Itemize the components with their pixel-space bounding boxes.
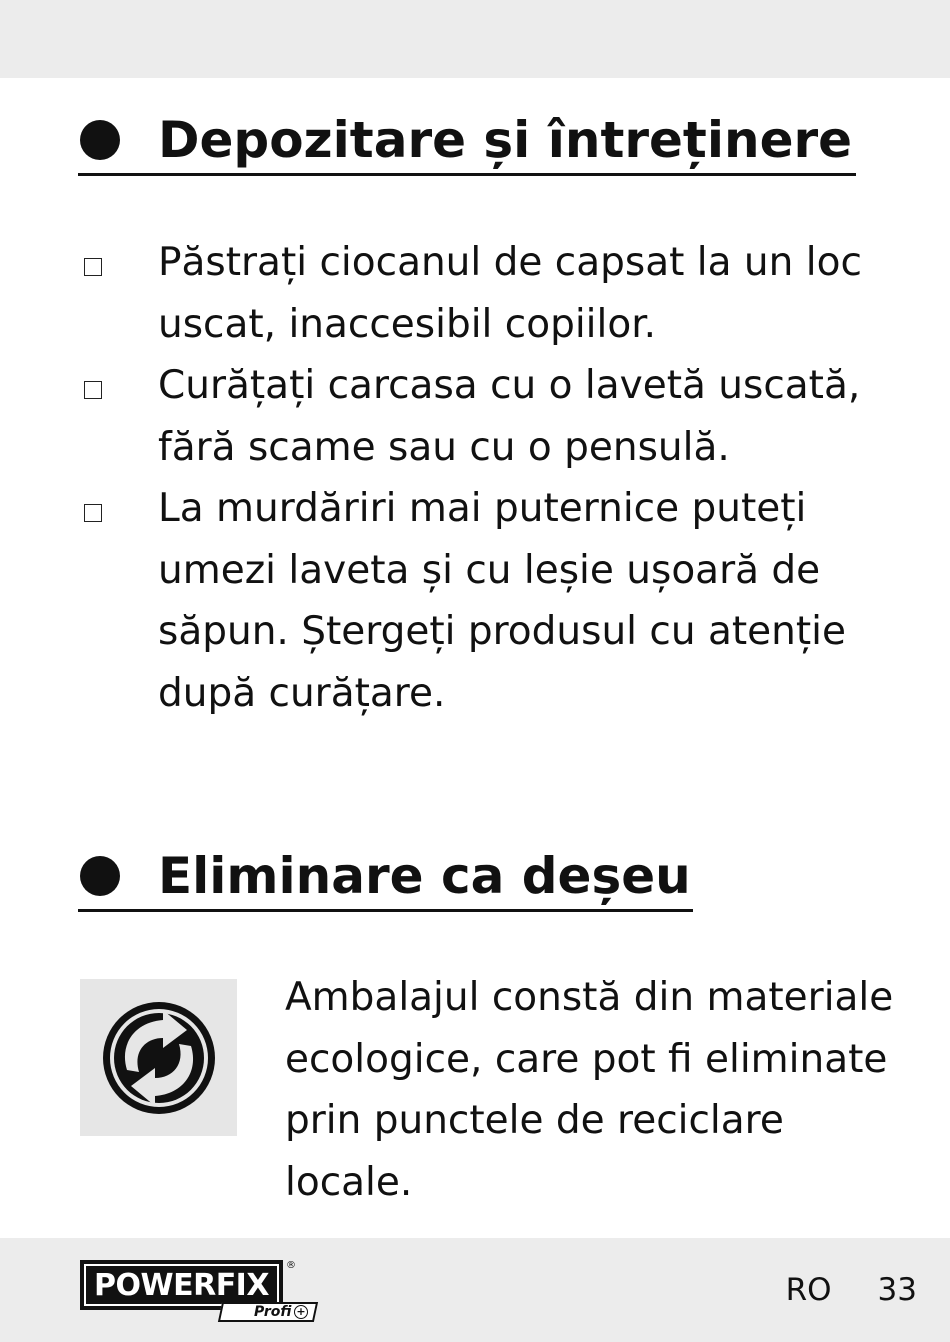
brand-sub-text: Profi	[253, 1304, 291, 1320]
brand-sub-badge	[218, 1302, 318, 1322]
storage-title: Depozitare și întreținere	[158, 110, 853, 169]
brand-inner-frame	[84, 1264, 279, 1306]
instruction-text: Curățați carcasa cu o lavetă uscată, fără scame sau cu o pensulă.	[158, 363, 861, 470]
list-item	[80, 355, 880, 478]
heading-bullet	[80, 856, 120, 896]
list-item	[80, 478, 880, 724]
top-band	[0, 0, 950, 78]
disposal-title: Eliminare ca deșeu	[158, 846, 691, 905]
page-number: 33	[877, 1272, 917, 1308]
brand-name: POWERFIX	[94, 1267, 269, 1303]
language-code: RO	[785, 1272, 832, 1308]
registered-mark: ®	[286, 1260, 296, 1271]
green-dot-recycling-icon	[101, 1000, 217, 1116]
powerfix-profi-logo	[80, 1260, 316, 1322]
instruction-text: La murdăriri mai puternice puteți umezi laveta și cu leșie ușoară de săpun. Ștergeți produsul cu atenție după curățare.	[158, 486, 846, 716]
recycle-symbol-box	[80, 979, 237, 1136]
heading-bullet	[80, 120, 120, 160]
page-footer	[786, 1272, 917, 1308]
checkbox-square-icon	[84, 504, 102, 522]
instruction-text: Păstrați ciocanul de capsat la un loc uscat, inaccesibil copiilor.	[158, 240, 862, 347]
checkbox-square-icon	[84, 381, 102, 399]
storage-instructions-list	[80, 232, 880, 724]
plus-circle-icon: +	[294, 1305, 308, 1319]
section-heading-disposal	[78, 842, 693, 912]
disposal-text: Ambalajul constă din materiale ecologice, care pot fi eliminate prin punctele de reciclare locale.	[285, 975, 894, 1205]
checkbox-square-icon	[84, 258, 102, 276]
section-heading-storage	[78, 106, 856, 176]
list-item	[80, 232, 880, 355]
